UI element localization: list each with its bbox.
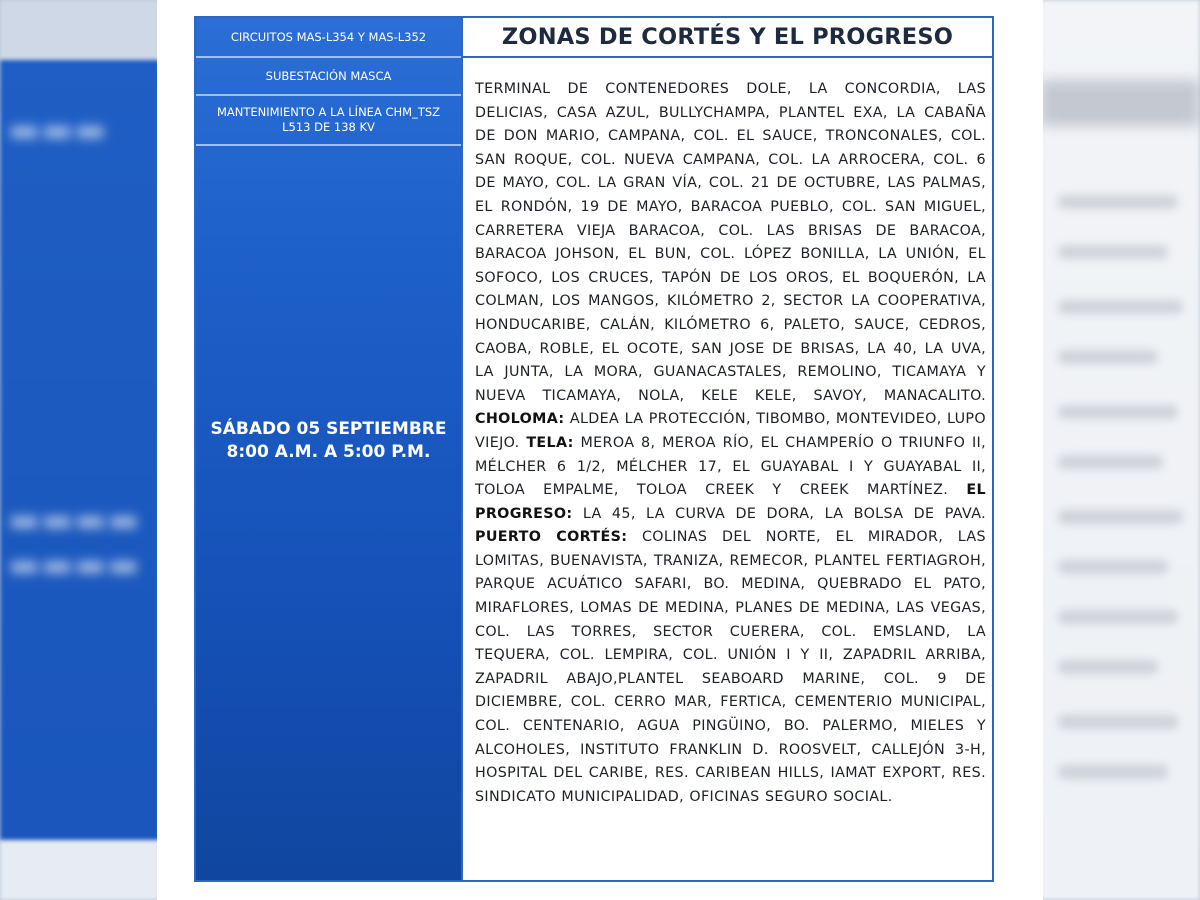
outage-date: SÁBADO 05 SEPTIEMBRE xyxy=(210,419,447,439)
blurred-line xyxy=(1058,765,1168,779)
schedule-column xyxy=(196,18,463,880)
zones-title: ZONAS DE CORTÉS Y EL PROGRESO xyxy=(463,18,992,58)
outage-time: 8:00 A.M. A 5:00 P.M. xyxy=(226,442,431,462)
zones-column xyxy=(463,18,992,880)
zone-text: LA 45, LA CURVA DE DORA, LA BOLSA DE PAVA. xyxy=(582,505,986,522)
blurred-line xyxy=(1058,300,1183,314)
blurred-line xyxy=(1058,350,1158,364)
zone-text: MEROA 8, MEROA RÍO, EL CHAMPERÍO O TRIUNFO II, MÉLCHER 6 1/2, MÉLCHER 17, EL GUAYABAL I Y GUAYABAL II, TOLOA EMPALME, TOLOA CREEK Y CREEK MARTÍNEZ. xyxy=(475,434,986,499)
blurred-header xyxy=(1040,80,1200,126)
zone-text: ALDEA LA PROTECCIÓN, TIBOMBO, MONTEVIDEO, LUPO VIEJO. xyxy=(475,411,987,451)
blurred-line xyxy=(1058,715,1178,729)
zone-text: COLINAS DEL NORTE, EL MIRADOR, LAS LOMITAS, BUENAVISTA, TRANIZA, REMECOR, PLANTEL FERTIAGROH, PARQUE ACUÁTICO SAFARI, BO. MEDINA, QUEBRADO EL PATO, MIRAFLORES, LOMAS DE MEDINA, PLANES DE MEDINA, LAS VEGAS, COL. LAS TORRES, SECTOR CUERERA, COL. EMSLAND, LA TEQUERA, COL. LEMPIRA, COL. UNIÓN I Y II, ZAPADRIL ARRIBA, ZAPADRIL ABAJO,PLANTEL SEABOARD MARINE, COL. 9 DE DICIEMBRE, COL. CERRO MAR, FERTICA, CEMENTERIO MUNICIPAL, COL. CENTENARIO, AGUA PINGÜINO, BO. PALERMO, MIELES Y ALCOHOLES, INSTITUTO FRANKLIN D. ROOSVELT, CALLEJÓN 3-H, HOSPITAL DEL CARIBE, RES. CARIBEAN HILLS, IAMAT EXPORT, RES. SINDICATO MUNICIPALIDAD, OFICINAS SEGURO SOCIAL. xyxy=(475,529,986,805)
blurred-line xyxy=(1058,405,1178,419)
blurred-line xyxy=(1058,455,1163,469)
zone-text: TERMINAL DE CONTENEDORES DOLE, LA CONCORDIA, LAS DELICIAS, CASA AZUL, BULLYCHAMPA, PLANTEL EXA, LA CABAÑA DE DON MARIO, CAMPANA, COL. EL SAUCE, TRONCONALES, COL. SAN ROQUE, COL. NUEVA CAMPANA, COL. LA ARROCERA, COL. 6 DE MAYO, COL. LA GRAN VÍA, COL. 21 DE OCTUBRE, LAS PALMAS, EL RONDÓN, 19 DE MAYO, BARACOA PUEBLO, COL. SAN MIGUEL, CARRETERA VIEJA BARACOA, COL. LAS BRISAS DE BARACOA, BARACOA JOHSON, EL BUN, COL. LÓPEZ BONILLA, LA UNIÓN, EL SOFOCO, LOS CRUCES, TAPÓN DE LOS OROS, EL BOQUERÓN, LA COLMAN, LOS MANGOS, KILÓMETRO 2, SECTOR LA COOPERATIVA, HONDUCARIBE, CALÁN, KILÓMETRO 6, PALETO, SAUCE, CEDROS, CAOBA, ROBLE, EL OCOTE, SAN JOSE DE BRISAS, LA 40, LA UVA, LA JUNTA, LA MORA, GUANACASTALES, REMOLINO, TICAMAYA Y NUEVA TICAMAYA, NOLA, KELE KELE, SAVOY, MANACALITO. xyxy=(475,81,986,404)
zone-label: CHOLOMA: xyxy=(475,411,565,428)
maintenance-cell: MANTENIMIENTO A LA LÍNEA CHM_TSZ L513 DE 138 KV xyxy=(196,96,461,146)
blurred-text: ▬▬▬ xyxy=(8,110,108,150)
circuits-cell: CIRCUITOS MAS-L354 Y MAS-L352 xyxy=(196,18,461,58)
blurred-background-right xyxy=(1040,0,1200,900)
zone-label: EL PROGRESO: xyxy=(475,482,986,522)
blurred-line xyxy=(1058,560,1168,574)
outage-table xyxy=(194,16,994,882)
blurred-text: ▬▬▬▬ xyxy=(8,545,141,585)
blurred-background-left xyxy=(0,0,160,900)
zones-list xyxy=(463,58,992,809)
schedule-datetime xyxy=(196,418,461,464)
blurred-text: ▬▬▬▬ xyxy=(8,500,141,540)
blurred-line xyxy=(1058,195,1178,209)
zone-label: PUERTO CORTÉS: xyxy=(475,529,628,546)
blurred-line xyxy=(1058,660,1158,674)
blurred-line xyxy=(1058,610,1178,624)
blurred-line xyxy=(1058,245,1168,259)
blurred-line xyxy=(1058,510,1183,524)
substation-cell: SUBESTACIÓN MASCA xyxy=(196,58,461,96)
outage-notice-document xyxy=(157,0,1043,900)
zone-label: TELA: xyxy=(526,434,574,451)
